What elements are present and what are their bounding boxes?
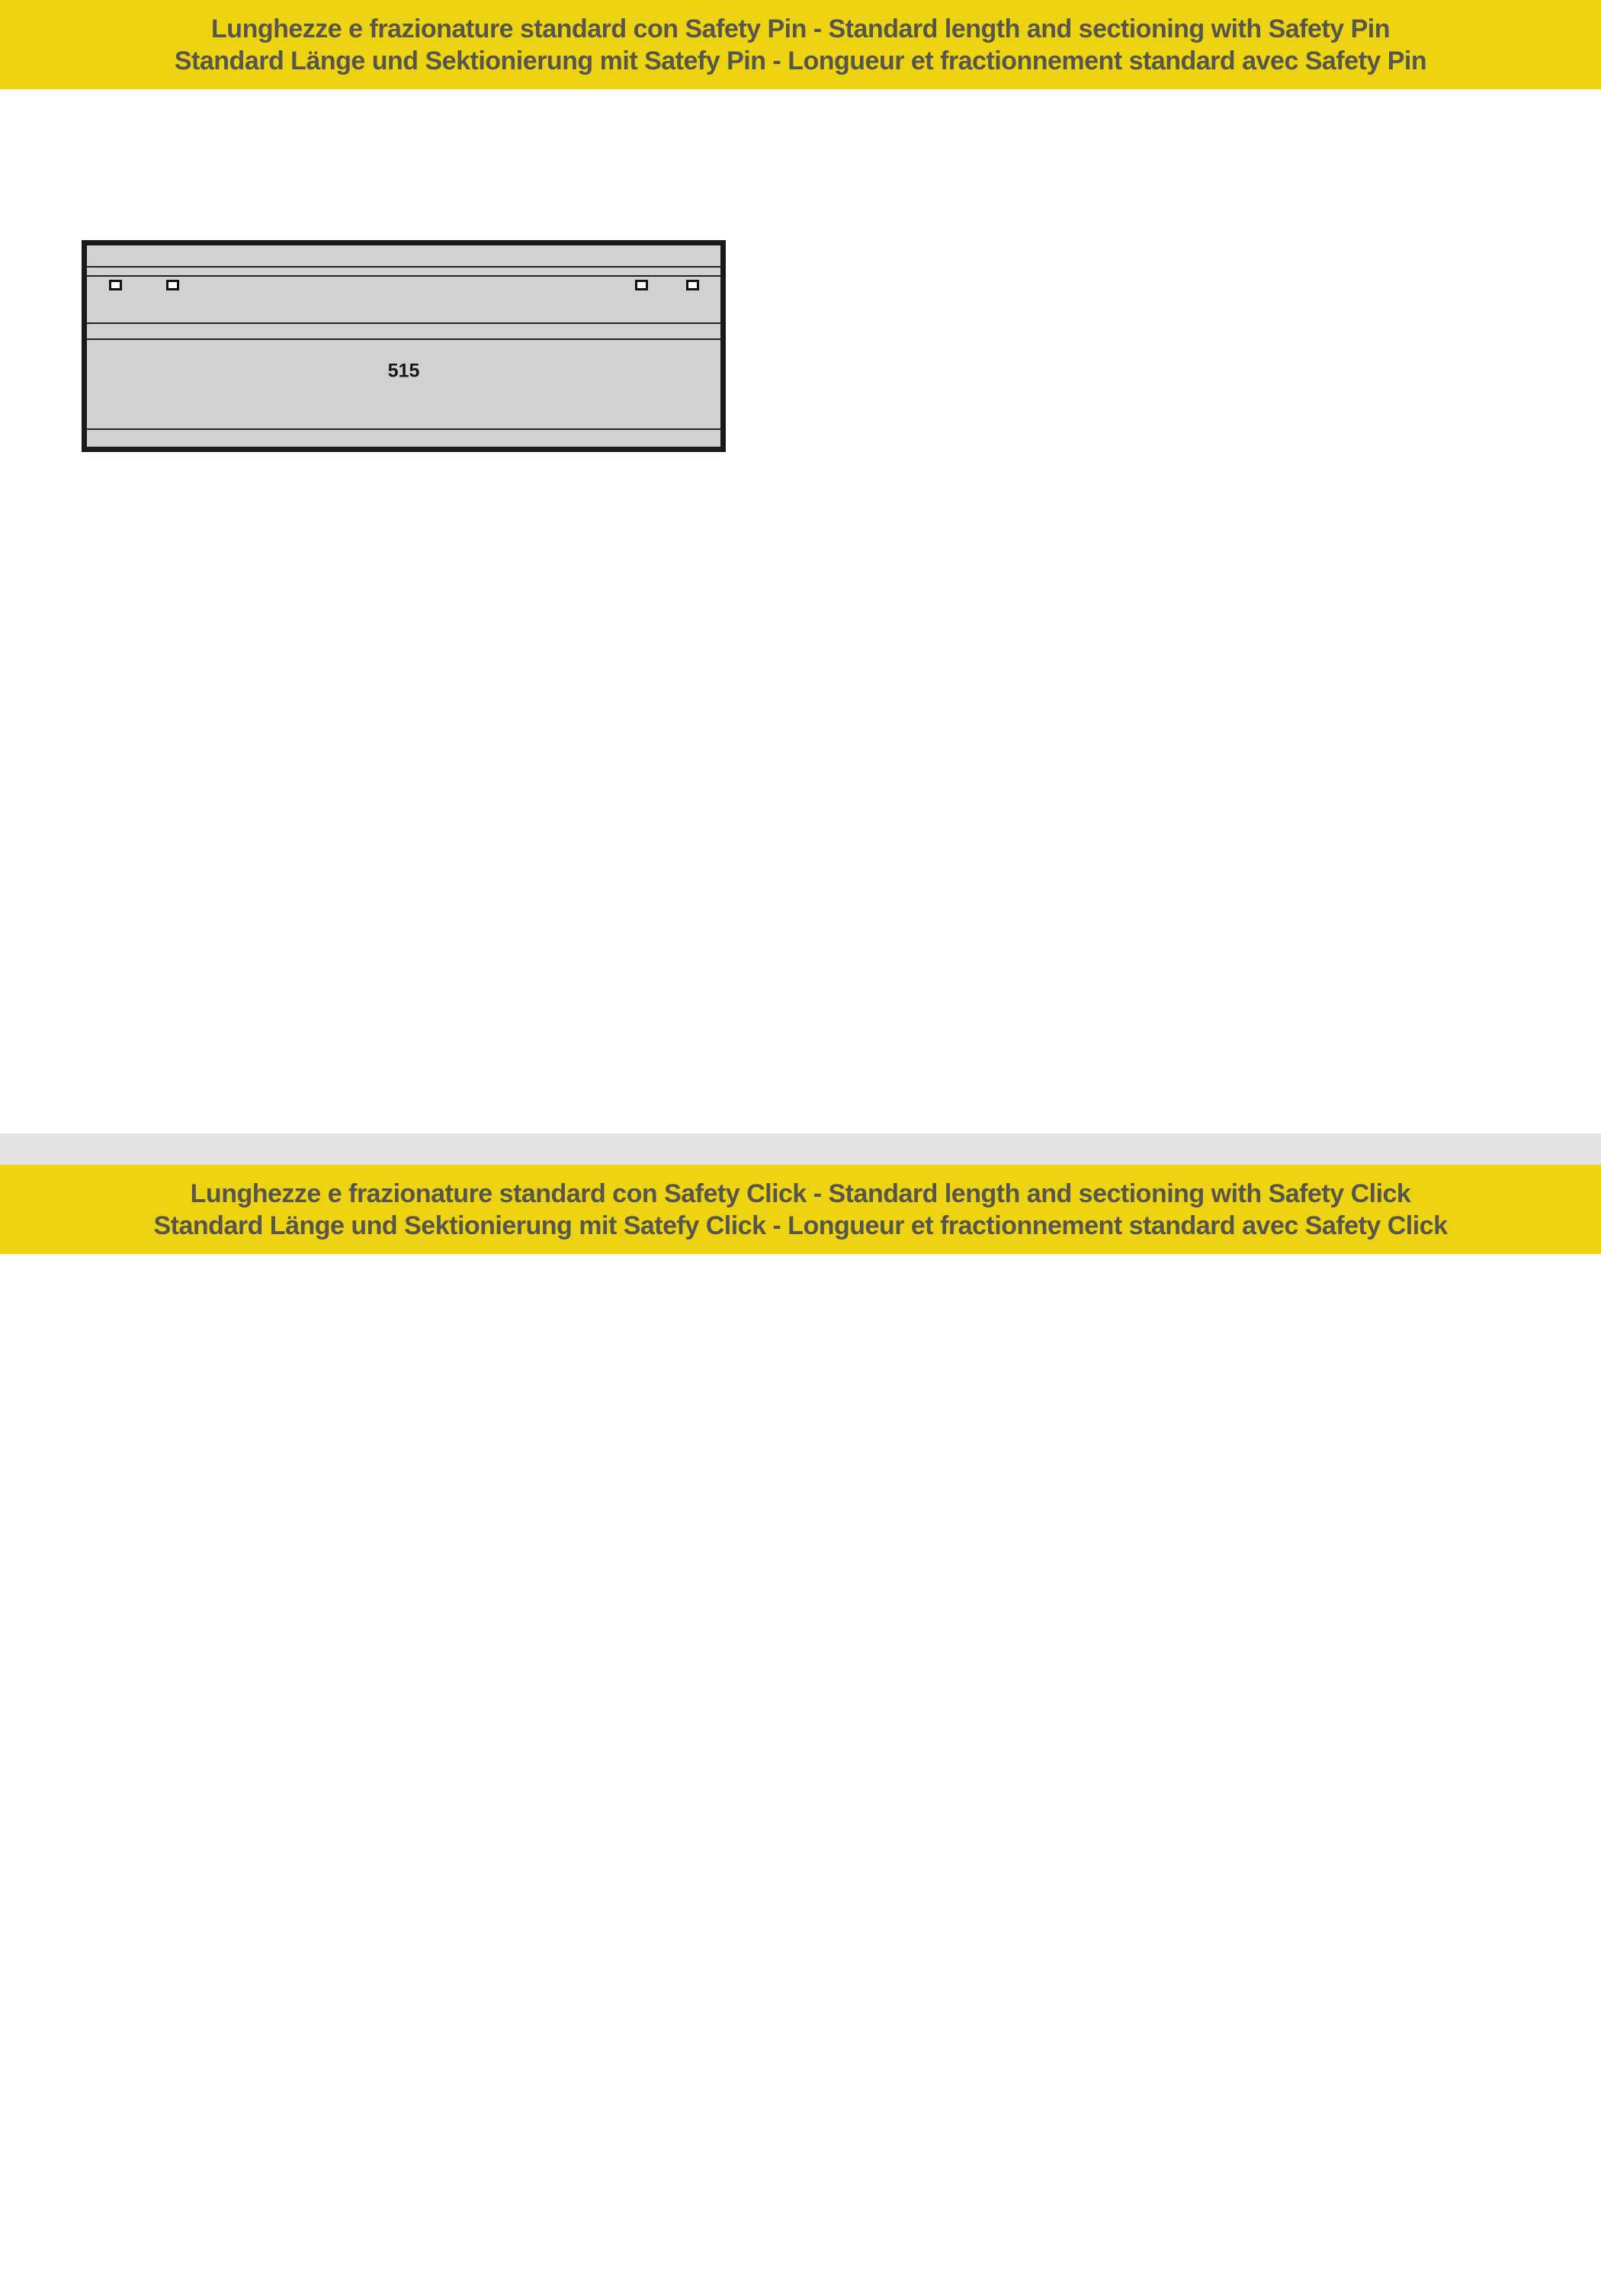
panel-groove-line [87, 266, 720, 268]
panel-groove-line [87, 338, 720, 340]
safety-pin-clip-icon [635, 280, 648, 290]
section-divider-strip [0, 1134, 1601, 1165]
panel-groove-line [87, 428, 720, 430]
banner-safety-pin-line1: Lunghezze e frazionature standard con Safety Pin - Standard length and sectioning with Safety Pin [211, 14, 1390, 43]
banner-safety-pin-line2: Standard Länge und Sektionierung mit Satefy Pin - Longueur et fractionnement standard avec Safety Pin [174, 46, 1427, 75]
banner-safety-click-line1: Lunghezze e frazionature standard con Safety Click - Standard length and sectioning with Safety Click [190, 1178, 1411, 1208]
banner-safety-pin [0, 0, 1601, 89]
panel-groove-line [87, 322, 720, 324]
panel-groove-line [87, 275, 720, 277]
safety-pin-clip-icon [686, 280, 699, 290]
safety-pin-clip-icon [166, 280, 179, 290]
banner-safety-click [0, 1165, 1601, 1254]
piece-length-label: 515 [387, 360, 420, 382]
plan-piece-515 [82, 240, 726, 452]
banner-safety-click-line2: Standard Länge und Sektionierung mit Satefy Click - Longueur et fractionnement standard avec Safety Click [153, 1211, 1448, 1240]
safety-pin-clip-icon [109, 280, 122, 290]
